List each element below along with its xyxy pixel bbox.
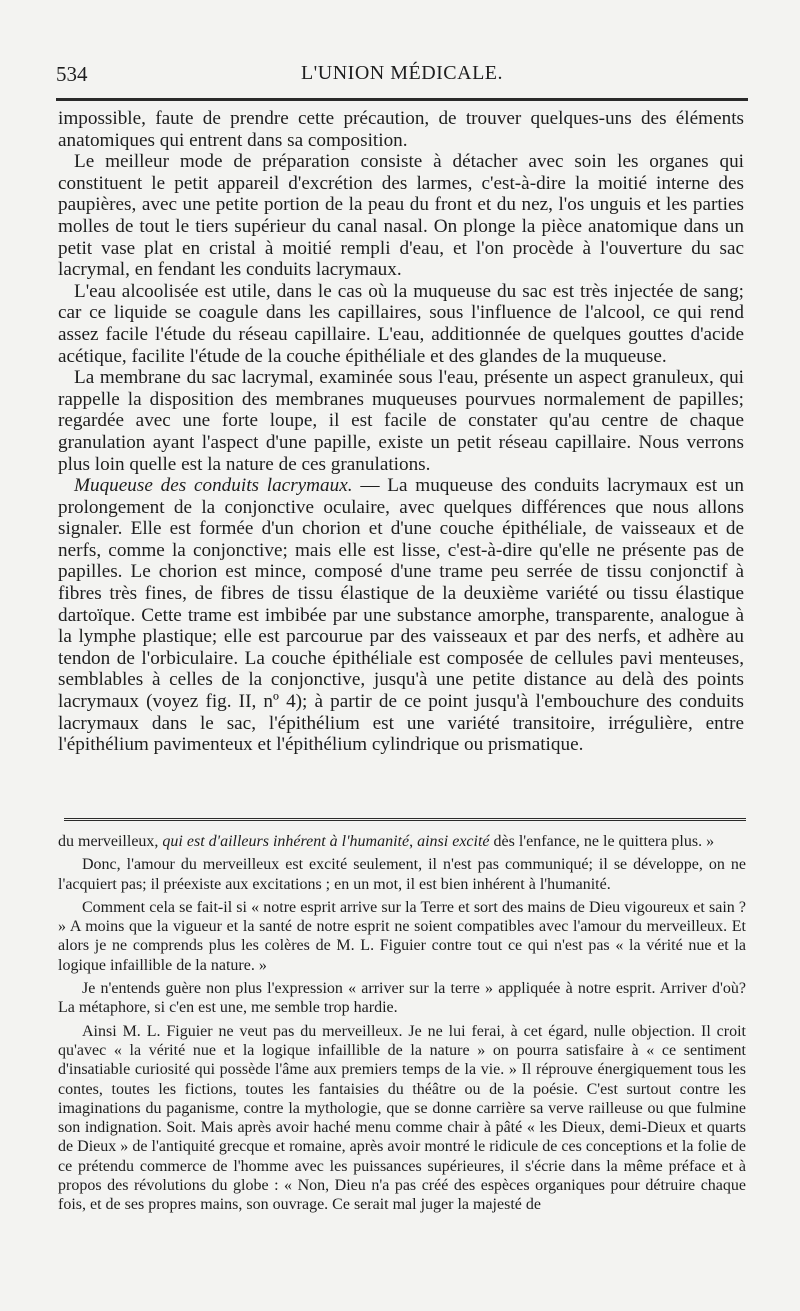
feuilleton-text — [58, 832, 746, 1215]
text-run: du merveilleux, — [58, 833, 163, 850]
section-body: — La muqueuse des conduits lacrymaux est un prolongement de la conjonctive oculaire, avec quelques différences que nous allons signaler. Elle est formée d'un chorion et d'une couche épithéliale, de vaisseaux et de nerfs, comme la conjonctive; mais elle est lisse, c'est-à-dire qu'elle ne présente pas de papilles. Le chorion est mince, composé d'une trame peu serrée de tissu conjonctif à fibres très fines, de fibres de tissu élastique de la deuxième variété ou tissu élastique dartoïque. Cette trame est imbibée par une substance amorphe, transparente, analogue à la lymphe plastique; elle est parcourue par des vaisseaux et par des nerfs, et adhère au tendon de l'orbiculaire. La couche épithéliale est composée de cellules pavi menteuses, semblables à celles de la conjonctive, jusqu'à une petite distance au delà des points lacrymaux (voyez fig. II, nº 4); à partir de ce point jusqu'à l'embouchure des conduits lacrymaux dans le sac, l'épithélium est une variété transitoire, irrégulière, entre l'épithélium pavimenteux et l'épithélium cylindrique ou prismatique. — [58, 475, 744, 756]
page-header — [56, 62, 748, 90]
paragraph-preparation: Le meilleur mode de préparation consiste à détacher avec soin les organes qui constituent le petit appareil d'excrétion des larmes, c'est-à-dire la moitié interne des paupières, avec une petite portion de la peau du front et du nez, l'os unguis et les parties molles de tout le tiers supérieur du canal nasal. On plonge la pièce anatomique dans un petit vase plat en cristal à moitié rempli d'eau, et l'on procède à l'ouverture du sac lacrymal, en fendant les conduits lacrymaux. — [58, 151, 744, 281]
section-title: Muqueuse des conduits lacrymaux. — [74, 475, 353, 497]
header-rule — [56, 98, 748, 101]
page-number: 534 — [56, 62, 88, 86]
paragraph-alcohol-water: L'eau alcoolisée est utile, dans le cas où la muqueuse du sac est très injectée de sang; car ce liquide se coagule dans les capillaires, sous l'influence de l'alcool, ce qui rend assez facile l'étude du réseau capillaire. L'eau, additionnée de quelques gouttes d'acide acétique, facilite l'étude de la couche épithéliale et des glandes de la muqueuse. — [58, 280, 744, 367]
feuilleton-paragraph: Comment cela se fait-il si « notre esprit arrive sur la Terre et sort des mains de Dieu vigoureux et sain ? » A moins que la vigueur et la santé de notre esprit ne soient compatibles avec l'amour du merveilleux. Et alors je ne comprends plus les colères de M. L. Figuier contre tout ce qui n'est pas « la vérité nue et la logique infaillible de la nature. » — [58, 898, 746, 974]
feuilleton-separator — [64, 818, 746, 821]
italic-phrase: qui est d'ailleurs inhérent à l'humanité — [162, 833, 410, 850]
paragraph-continuation: impossible, faute de prendre cette précaution, de trouver quelques-uns des éléments anatomiques qui entrent dans sa composition. — [58, 108, 744, 151]
feuilleton-paragraph: Je n'entends guère non plus l'expression « arriver sur la terre » appliquée à notre esprit. Arriver d'où? La métaphore, si c'en est une, me semble trop hardie. — [58, 980, 746, 1017]
paragraph-membrane: La membrane du sac lacrymal, examinée sous l'eau, présente un aspect granuleux, qui rappelle la disposition des membranes muqueuses pourvues normalement de papilles; regardée avec une forte loupe, il est facile de constater qu'au centre de chaque granulation ayant l'aspect d'une papille, existe un petit réseau capillaire. Nous verrons plus loin quelle est la nature de ces granulations. — [58, 367, 744, 475]
running-title: L'UNION MÉDICALE. — [300, 62, 504, 84]
feuilleton-paragraph: Donc, l'amour du merveilleux est excité seulement, il n'est pas communiqué; il se développe, on ne l'acquiert pas; il préexiste aux excitations ; en un mot, il est bien inhérent à l'humanité. — [58, 856, 746, 893]
feuilleton-paragraph — [58, 832, 746, 851]
paragraph-lacrimal-ducts — [58, 475, 744, 756]
italic-phrase: ainsi excité — [417, 833, 490, 850]
text-run: , — [409, 833, 418, 850]
feuilleton-paragraph: Ainsi M. L. Figuier ne veut pas du merveilleux. Je ne lui ferai, à cet égard, nulle objection. Il croit qu'avec « la vérité nue et la logique infaillible de la nature » on pourra satisfaire à « ce sentiment d'insatiable curiosité qui possède l'âme aux premiers temps de la vie. » Il réprouve énergiquement tous les contes, toutes les fictions, toutes les fantaisies du théâtre ou de la poésie. C'est surtout contre les imaginations du paganisme, contre la mythologie, que se donne carrière sa verve railleuse ou que fulmine son indignation. Soit. Mais après avoir haché menu comme chair à pâté « les Dieux, demi-Dieux et quarts de Dieux » de l'antiquité grecque et romaine, après avoir montré le ridicule de ces conceptions et la folie de ce prétendu commerce de l'homme avec les puissances supérieures, il s'écrie dans la même préface et à propos des révolutions du globe : « Non, Dieu n'a pas créé des espèces organiques pour détruire chaque fois, et de ses propres mains, son ouvrage. Ce serait mal juger la majesté de — [58, 1022, 746, 1214]
text-run: dès l'enfance, ne le quittera plus. » — [489, 833, 715, 850]
main-text — [58, 108, 744, 756]
